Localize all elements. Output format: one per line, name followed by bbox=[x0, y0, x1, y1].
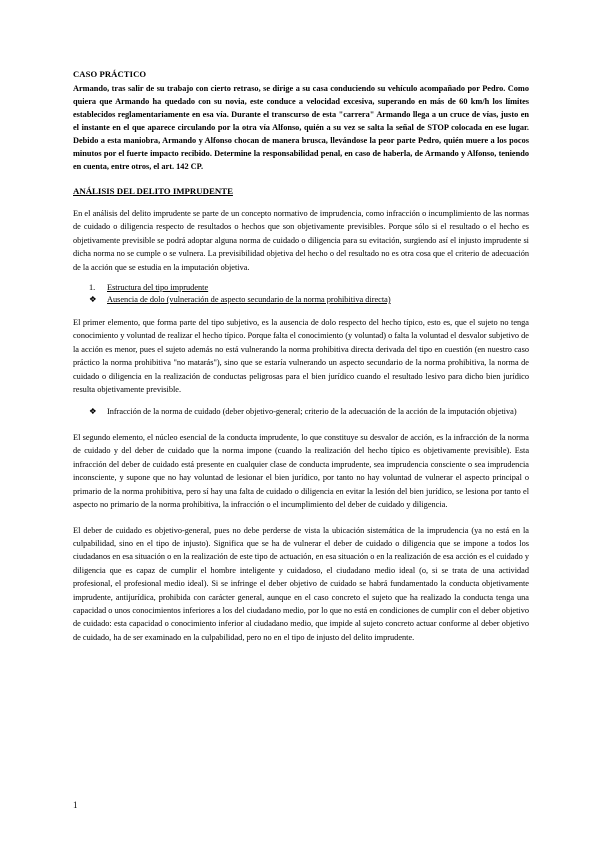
list-item-text: Infracción de la norma de cuidado (deber objetivo-general; criterio de la adecuación de la acción de la imputación objetiva) bbox=[107, 407, 517, 417]
structure-list bbox=[89, 282, 529, 306]
diamond-bullet-icon: ❖ bbox=[89, 407, 97, 417]
list-item-text: Ausencia de dolo (vulneración de aspecto secundario de la norma prohibitiva directa) bbox=[107, 295, 391, 305]
paragraph-first-element: El primer elemento, que forma parte del tipo subjetivo, es la ausencia de dolo respecto del hecho típico, esto es, que el sujeto no tenga conocimiento y voluntad de realizar el hecho típico. Porque falta el conocimiento (y voluntad) o falta la voluntad el desvalor subjetivo de la acción es menor, pues el sujeto además no está vulnerando la norma prohibitiva directa derivada del tipo en cuestión (en nuestro caso práctico la norma prohibitiva "no matarás"), sino que se estaría vulnerando un aspecto secundario de la norma prohibitiva, la norma de cuidado o diligencia en la realización de conductas peligrosas para el bien jurídico cuando el resultado lesivo para dicho bien jurídico resulta objetivamente previsible. bbox=[73, 318, 529, 395]
page-number: 1 bbox=[73, 800, 78, 810]
paragraph-duty-of-care: El deber de cuidado es objetivo-general, pues no debe perderse de vista la ubicación sistemática de la imprudencia (ya no está en la culpabilidad, sino en el tipo de injusto). Significa que se ha de vulnerar el deber de cuidado o diligencia que se impone a todos los ciudadanos en esa situación o en la realización de este tipo de actuación, en esa situación o en la realización de esa acción es el cuidado y diligencia que es capaz de cumplir el hombre inteligente y cuidadoso, el ciudadano medio ideal (o, si se trata de una actividad profesional, el profesional medio ideal). Si se infringe el deber objetivo de cuidado se habrá fundamentado la conducta objetivamente imprudente, antijurídica, prohibida con carácter general, aunque en el caso concreto el sujeto que ha realizado la conducta tenga una capacidad o unos conocimientos inferiores a los del ciudadano medio, por lo que no está en condiciones de cumplir con el deber objetivo de cuidado: esta capacidad o conocimiento inferior al ciudadano medio, que impide al sujeto concreto actuar conforme al deber objetivo de cuidado, ha de ser examinado en la culpabilidad, pero no en el tipo de injusto del delito imprudente. bbox=[73, 525, 529, 642]
diamond-bullet-icon: ❖ bbox=[89, 295, 97, 305]
list-item bbox=[89, 294, 529, 306]
list-item bbox=[89, 282, 529, 294]
list-item-text: Estructura del tipo imprudente bbox=[107, 283, 209, 293]
paragraph-second-element: El segundo elemento, el núcleo esencial de la conducta imprudente, lo que constituye su desvalor de acción, es la infracción de la norma de cuidado y del deber de cuidado que la norma impone (cuando la realización del hecho típico es objetivamente previsible). Esta infracción del deber de cuidado está presente en cualquier clase de conducta imprudente, sea imprudencia consciente o sea imprudencia inconsciente, y supone que no hay voluntad de lesionar el bien jurídico, por tanto no hay voluntad de vulnerar el aspecto principal o primario de la norma prohibitiva, pero sí hay una falta de cuidado o diligencia en evitar la lesión del bien jurídico, se lesiona por tanto el aspecto no primario de la norma prohibitiva, la infracción o el incumplimiento del deber de cuidado y diligencia. bbox=[73, 433, 529, 510]
section-title: ANÁLISIS DEL DELITO IMPRUDENTE bbox=[73, 186, 233, 196]
case-title: CASO PRÁCTICO bbox=[73, 69, 147, 79]
case-text: Armando, tras salir de su trabajo con cierto retraso, se dirige a su casa conduciendo su vehículo acompañado por Pedro. Como quiera que Armando ha quedado con su novia, este conduce a velocidad excesiva, superando en más de 60 km/h los límites establecidos reglamentariamente en esa vía. Durante el transcurso de esta "carrera" Armando llega a un cruce de vías, justo en el instante en el que aparece circulando por la otra vía Alfonso, quién a su vez se salta la señal de STOP colocada en ese lugar. Debido a esta maniobra, Armando y Alfonso chocan de manera brusca, llevándose la peor parte Pedro, quién muere a los pocos minutos por el fuerte impacto recibido. Determine la responsabilidad penal, en caso de haberla, de Armando y Alfonso, teniendo en cuenta, entre otros, el art. 142 CP. bbox=[73, 84, 529, 171]
list-marker: 1. bbox=[89, 283, 96, 293]
page-content bbox=[73, 68, 529, 644]
intro-paragraph: En el análisis del delito imprudente se parte de un concepto normativo de imprudencia, como infracción o incumplimiento de las normas de cuidado o diligencia respecto de resultados o hechos que son objetivamente previsibles. Porque sólo si el resultado o el hecho es objetivamente previsible se podrá adoptar alguna norma de cuidado o diligencia para su evitación, surgiendo así el injusto imprudente si dicha norma no se cumple o se vulnera. La previsibilidad objetiva del hecho o del resultado no es otra cosa que el criterio de adecuación de la acción que se estudia en la imputación objetiva. bbox=[73, 209, 529, 272]
list-item bbox=[89, 406, 529, 419]
